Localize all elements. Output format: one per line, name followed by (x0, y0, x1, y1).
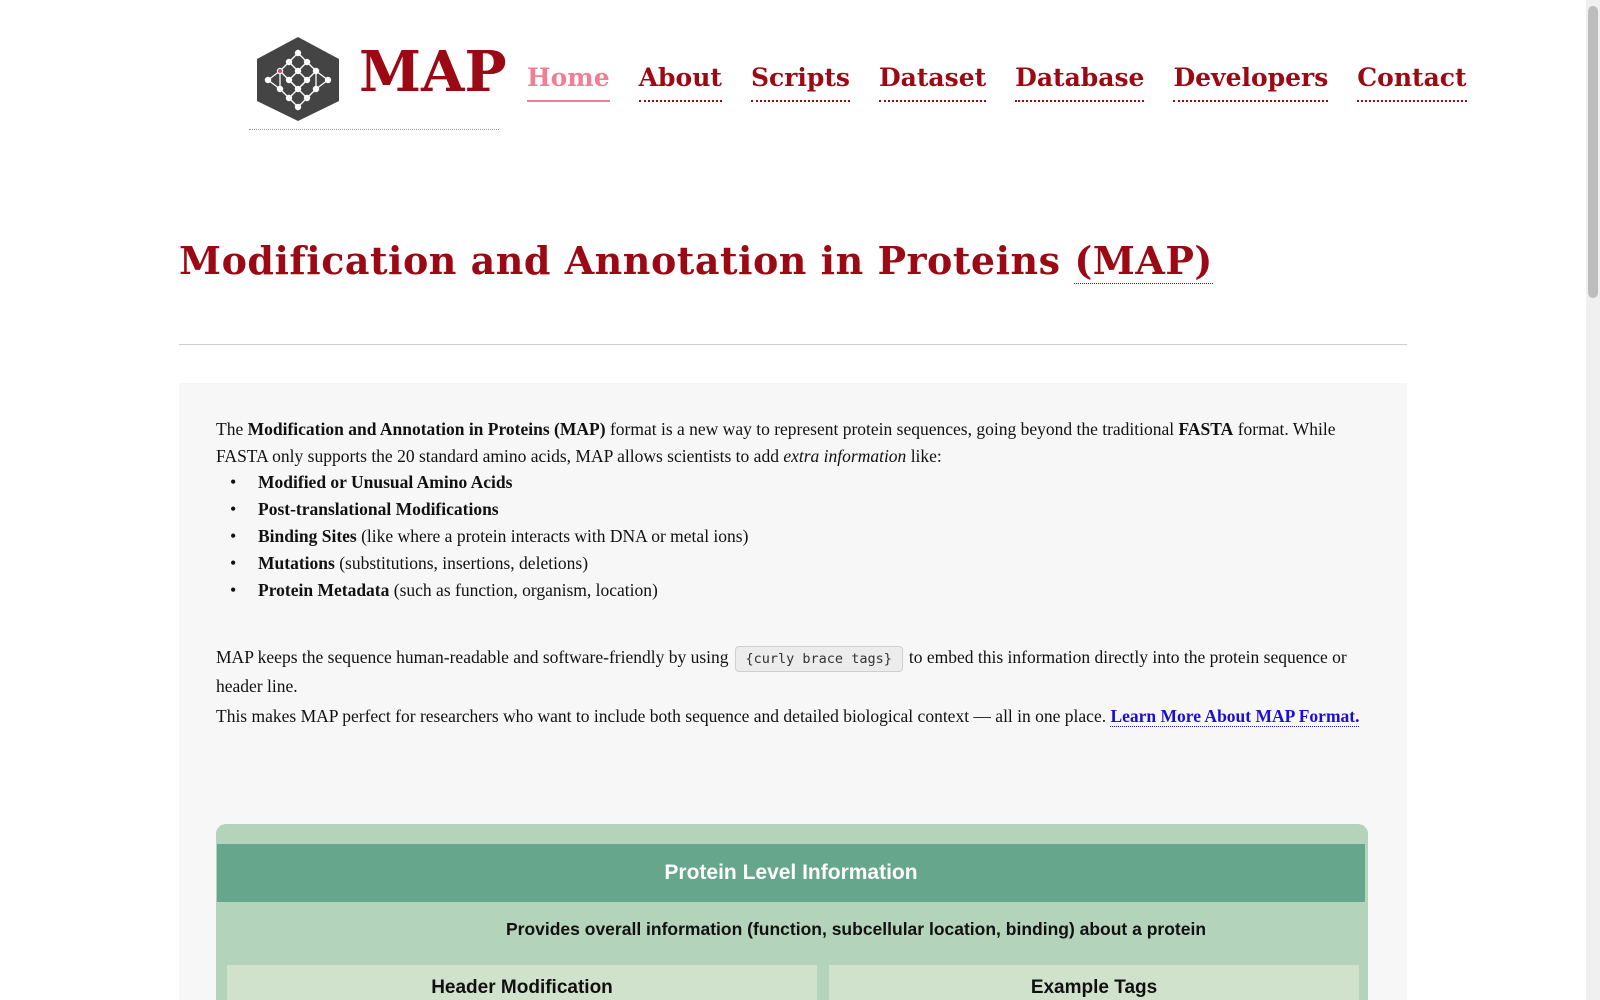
intro-paragraph (216, 416, 1366, 470)
page-title-abbr: (MAP) (1074, 238, 1213, 283)
nav-home[interactable]: Home (527, 62, 610, 102)
scrollbar-thumb[interactable] (1588, 6, 1598, 298)
list-item-bold: Protein Metadata (258, 580, 390, 600)
list-item-text: (like where a protein interacts with DNA or metal ions) (356, 526, 749, 546)
protein-level-card (216, 824, 1368, 1000)
page-title (179, 238, 1213, 283)
intro-text-4: like: (906, 446, 942, 466)
card-subheading: Provides overall information (function, subcellular location, binding) about a protein (505, 919, 1207, 939)
list-item-bold: Post-translational Modifications (258, 499, 499, 519)
logo-hexagon-icon (255, 35, 341, 123)
list-item-text: (such as function, organism, location) (389, 580, 658, 600)
nav-scripts[interactable]: Scripts (751, 62, 850, 102)
nav-contact[interactable]: Contact (1357, 62, 1466, 102)
curly-brace-code: {curly brace tags} (735, 646, 903, 672)
feature-list (216, 469, 748, 604)
page-scrollbar[interactable] (1586, 0, 1600, 1000)
header-modification-column (227, 965, 817, 1000)
logo-link[interactable] (249, 30, 507, 130)
nav-dataset[interactable]: Dataset (879, 62, 986, 102)
list-item-text: (substitutions, insertions, deletions) (334, 553, 589, 573)
page-title-main: Modification and Annotation in Proteins (179, 238, 1061, 283)
nav-database[interactable]: Database (1015, 62, 1144, 102)
list-item (216, 469, 748, 496)
learn-more-link[interactable]: Learn More About MAP Format. (1110, 706, 1360, 726)
intro-bold-fasta: FASTA (1178, 419, 1234, 439)
list-item (216, 577, 748, 604)
intro-text-1: The (216, 419, 248, 439)
header-modification-title: Header Modification (431, 977, 613, 998)
example-tags-column (829, 965, 1359, 1000)
example-tags-title: Example Tags (1030, 977, 1158, 998)
nav-developers[interactable]: Developers (1173, 62, 1328, 102)
tags-paragraph (216, 643, 1366, 701)
list-item (216, 523, 748, 550)
title-divider (179, 344, 1407, 345)
summary-paragraph (216, 701, 1366, 731)
intro-bold-map: Modification and Annotation in Proteins (MAP) (247, 419, 606, 439)
main-nav (527, 62, 1496, 102)
list-item (216, 550, 748, 577)
tags-text-before: MAP keeps the sequence human-readable and software-friendly by using (216, 647, 729, 667)
list-item-bold: Binding Sites (258, 526, 357, 546)
intro-italic: extra information (783, 446, 907, 466)
logo-text: MAP (359, 39, 507, 105)
nav-about[interactable]: About (639, 62, 722, 102)
list-item-bold: Modified or Unusual Amino Acids (258, 472, 513, 492)
list-item (216, 496, 748, 523)
intro-text-3: format. While FASTA only supports the 20 standard amino acids, MAP allows scientists to add (216, 419, 1336, 466)
content-panel (179, 383, 1407, 1000)
card-heading: Protein Level Information (217, 844, 1365, 902)
intro-text-2: format is a new way to represent protein sequences, going beyond the traditional (605, 419, 1179, 439)
site-header (0, 0, 1586, 140)
list-item-bold: Mutations (258, 553, 335, 573)
summary-text: This makes MAP perfect for researchers who want to include both sequence and detailed biological context — all in one place. (216, 706, 1111, 726)
tags-text-after: to embed this information directly into the protein sequence or header line. (216, 647, 1347, 696)
